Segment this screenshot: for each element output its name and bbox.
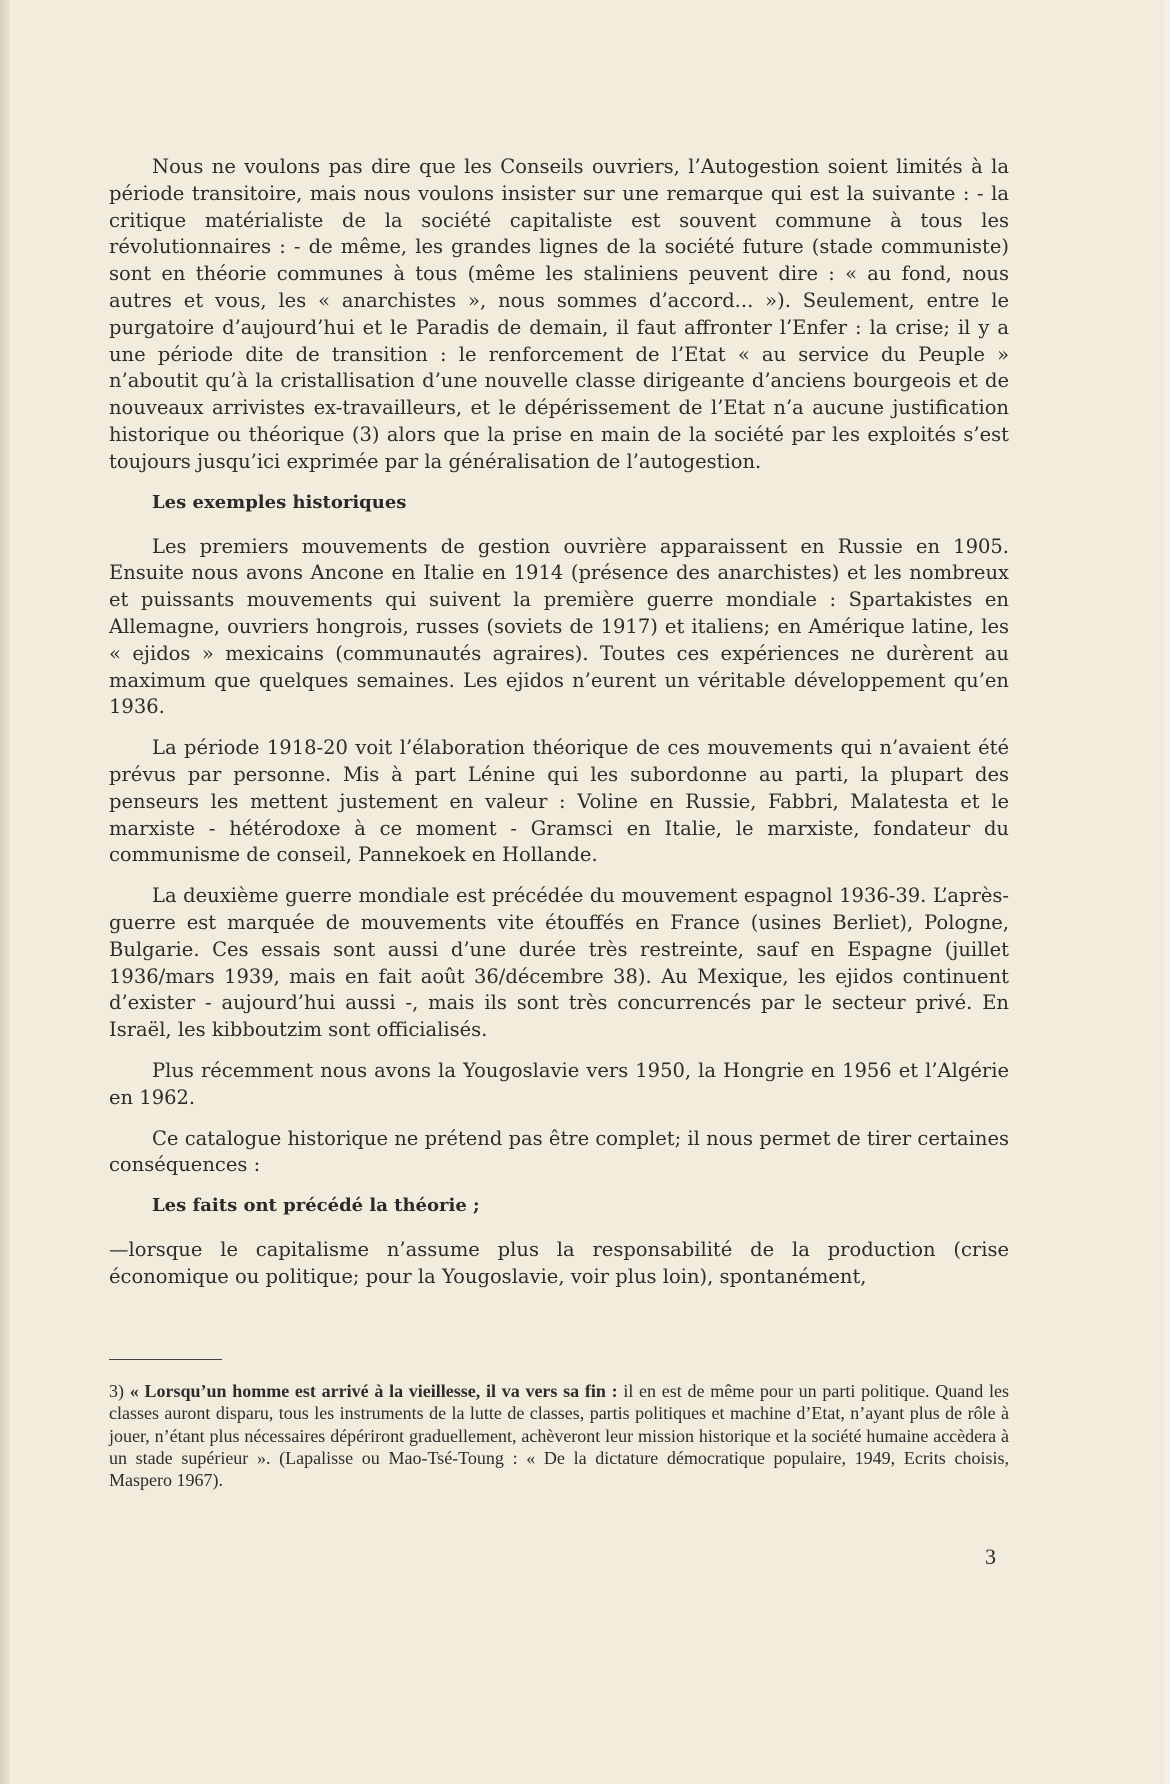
paragraph-catalogue: Ce catalogue historique ne prétend pas être complet; il nous permet de tirer certaines conséquences : [109, 1126, 1009, 1177]
footnote-separator [109, 1359, 222, 1360]
paragraph-period-1918-20: La période 1918-20 voit l’élaboration théorique de ces mouvements qui n’avaient été prévus par personne. Mis à part Lénine qui les subordonne au parti, la plupart des penseurs les mettent justement en valeur : Voline en Russie, Fabbri, Malatesta et le marxiste - hétérodoxe à ce moment - Gramsci en Italie, le marxiste, fondateur du communisme de conseil, Pannekoek en Hollande. [109, 736, 1009, 867]
paragraph-second-world-war: La deuxième guerre mondiale est précédée du mouvement espagnol 1936-39. L’après-guerre est marquée de mouvements vite étouffés en France (usines Berliet), Pologne, Bulgarie. Ces essais sont aussi d’une durée très restreinte, sauf en Espagne (juillet 1936/mars 1939, mais en fait août 36/décembre 38). Au Mexique, les ejidos continuent d’exister - aujourd’hui aussi -, mais ils sont très concurrencés par le secteur privé. En Israël, les kibboutzim sont officialisés. [109, 884, 1009, 1042]
paragraph-capitalism-production: —lorsque le capitalisme n’assume plus la responsabilité de la production (crise économique ou politique; pour la Yougoslavie, voir plus loin), spontanément, [109, 1238, 1009, 1288]
footnote-text: il en est de même pour un parti politique. Quand les classes auront disparu, tous les instruments de la lutte de classes, partis politiques et machine d’Etat, n’ayant plus de rôle à jouer, n’étant plus nécessaires dépériront graduellement, achèveront leur mission historique et la société humaine accèdera à un stade supérieur ». (Lapalisse ou Mao-Tsé-Toung : « De la dictature démocratique populaire, 1949, Ecrits choisis, Maspero 1967). [109, 1381, 1009, 1491]
intro-paragraph: Nous ne voulons pas dire que les Conseils ouvriers, l’Autogestion soient limités à la période transitoire, mais nous voulons insister sur une remarque qui est la suivante : - la critique matérialiste de la société capitaliste est souvent commune à tous les révolutionnaires : - de même, les grandes lignes de la société future (stade communiste) sont en théorie communes à tous (même les staliniens peuvent dire : « au fond, nous autres et vous, les « anarchistes », nous sommes d’accord... »). Seulement, entre le purgatoire d’aujourd’hui et le Paradis de demain, il faut affronter l’Enfer : la crise; il y a une période dite de transition : le renforcement de l’Etat « au service du Peuple » n’aboutit qu’à la cristallisation d’une nouvelle classe dirigeante d’anciens bourgeois et de nouveaux arrivistes ex-travailleurs, et le dépérissement de l’Etat n’a aucune justification historique ou théorique (3) alors que la prise en main de la société par les exploités s’est toujours jusqu’ici exprimée par la généralisation de l’autogestion. [109, 155, 1009, 473]
page-left-edge-shadow [0, 0, 10, 1784]
page-number: 3 [985, 1544, 996, 1569]
section-heading-historical-examples: Les exemples historiques [152, 491, 407, 513]
section-heading-facts-preceded-theory: Les faits ont précédé la théorie ; [152, 1195, 480, 1217]
footnote-marker: 3) [109, 1381, 124, 1401]
paragraph-recent-examples: Plus récemment nous avons la Yougoslavie vers 1950, la Hongrie en 1956 et l’Algérie en 1962. [109, 1058, 1009, 1109]
footnote-quote-bold: « Lorsqu’un homme est arrivé à la vieillesse, il va vers sa fin : [129, 1381, 618, 1401]
main-text-body [109, 154, 1009, 1305]
footnote-3 [109, 1380, 1009, 1491]
paragraph-first-movements: Les premiers mouvements de gestion ouvrière apparaissent en Russie en 1905. Ensuite nous avons Ancone en Italie en 1914 (présence des anarchistes) et les nombreux et puissants mouvements qui suivent la première guerre mondiale : Spartakistes en Allemagne, ouvriers hongrois, russes (soviets de 1917) et italiens; en Amérique latine, les « ejidos » mexicains (communautés agraires). Toutes ces expériences ne durèrent au maximum que quelques semaines. Les ejidos n’eurent un véritable développement qu’en 1936. [109, 534, 1009, 719]
page-right-edge [1160, 0, 1170, 1784]
